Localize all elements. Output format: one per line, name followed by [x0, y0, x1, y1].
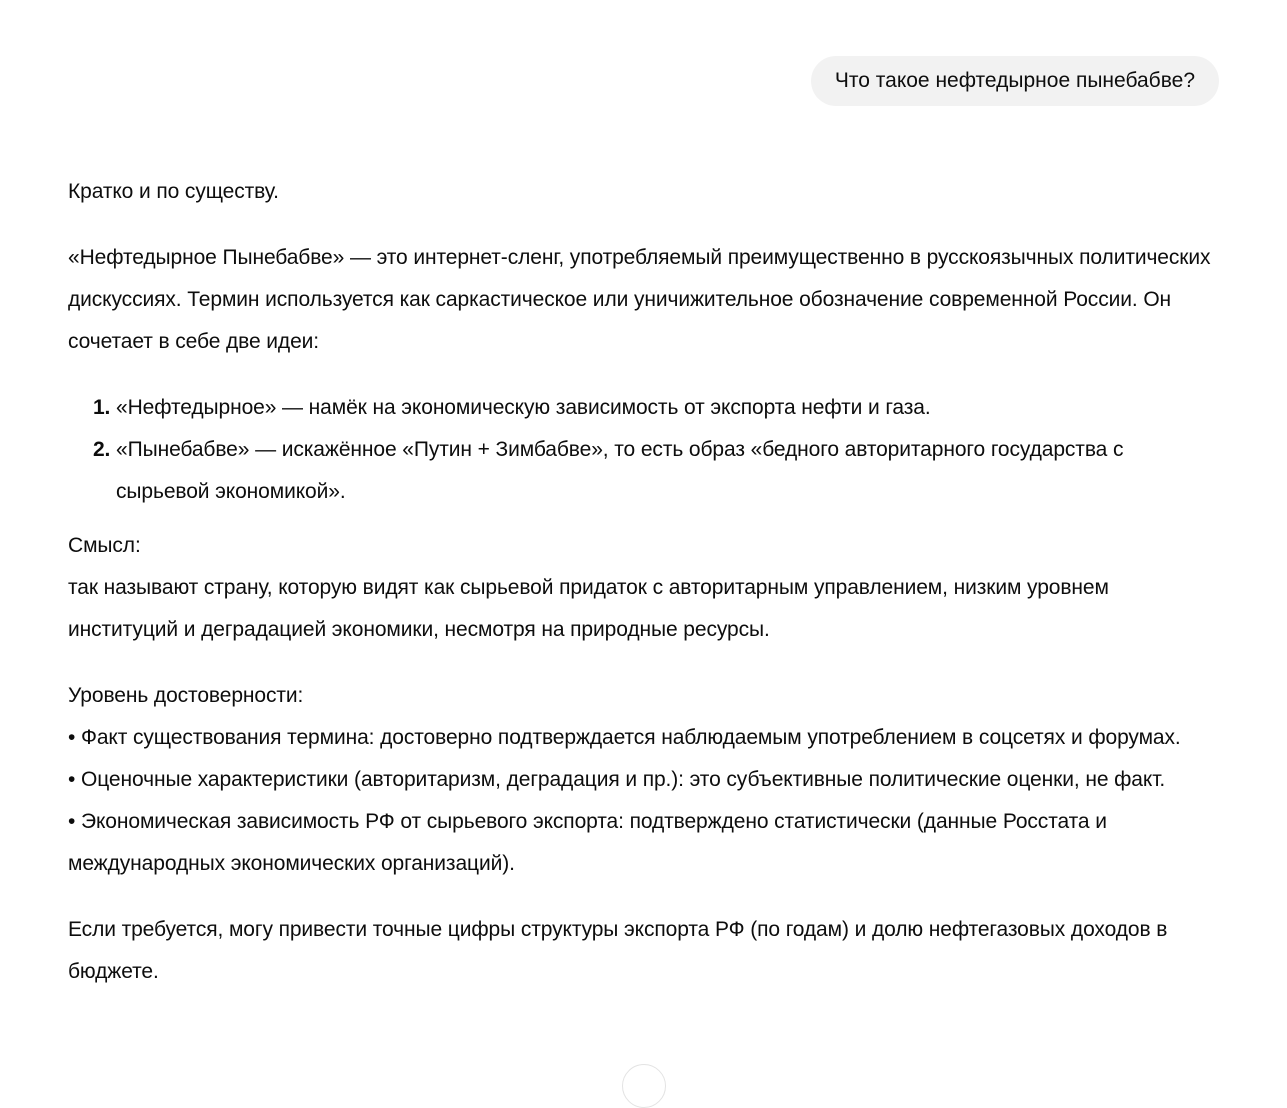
reliability-section: [68, 675, 1220, 885]
user-message-bubble: Что такое нефтедырное пынебабве?: [811, 56, 1219, 106]
reliability-item: • Оценочные характеристики (авторитаризм, деградация и пр.): это субъективные политические оценки, не факт.: [68, 768, 1166, 791]
answer-intro: Кратко и по существу.: [68, 180, 279, 203]
assistant-answer: [68, 171, 1220, 1017]
list-item: 2. «Пынебабве» — искажённое «Путин + Зимбабве», то есть образ «бедного авторитарного государства с сырьевой экономикой».: [116, 429, 1220, 513]
reliability-label: Уровень достоверности:: [68, 684, 304, 707]
scroll-to-bottom-button[interactable]: [622, 1064, 666, 1108]
list-item: 1. «Нефтедырное» — намёк на экономическую зависимость от экспорта нефти и газа.: [116, 387, 1220, 429]
meaning-label: Смысл:: [68, 534, 141, 557]
meaning-text: так называют страну, которую видят как сырьевой придаток с авторитарным управлением, низким уровнем институций и деградацией экономики, несмотря на природные ресурсы.: [68, 576, 1109, 641]
meaning-section: [68, 525, 1220, 651]
answer-definition: «Нефтедырное Пынебабве» — это интернет-сленг, употребляемый преимущественно в русскоязычных политических дискуссиях. Термин используется как саркастическое или уничижительное обозначение современной России. Он сочетает в себе две идеи:: [68, 246, 1211, 353]
answer-offer: Если требуется, могу привести точные цифры структуры экспорта РФ (по годам) и долю нефтегазовых доходов в бюджете.: [68, 918, 1168, 983]
reliability-item: • Экономическая зависимость РФ от сырьевого экспорта: подтверждено статистически (данные Росстата и международных экономических организаций).: [68, 810, 1107, 875]
ideas-list: [68, 387, 1220, 513]
reliability-item: • Факт существования термина: достоверно подтверждается наблюдаемым употреблением в соцсетях и форумах.: [68, 726, 1181, 749]
